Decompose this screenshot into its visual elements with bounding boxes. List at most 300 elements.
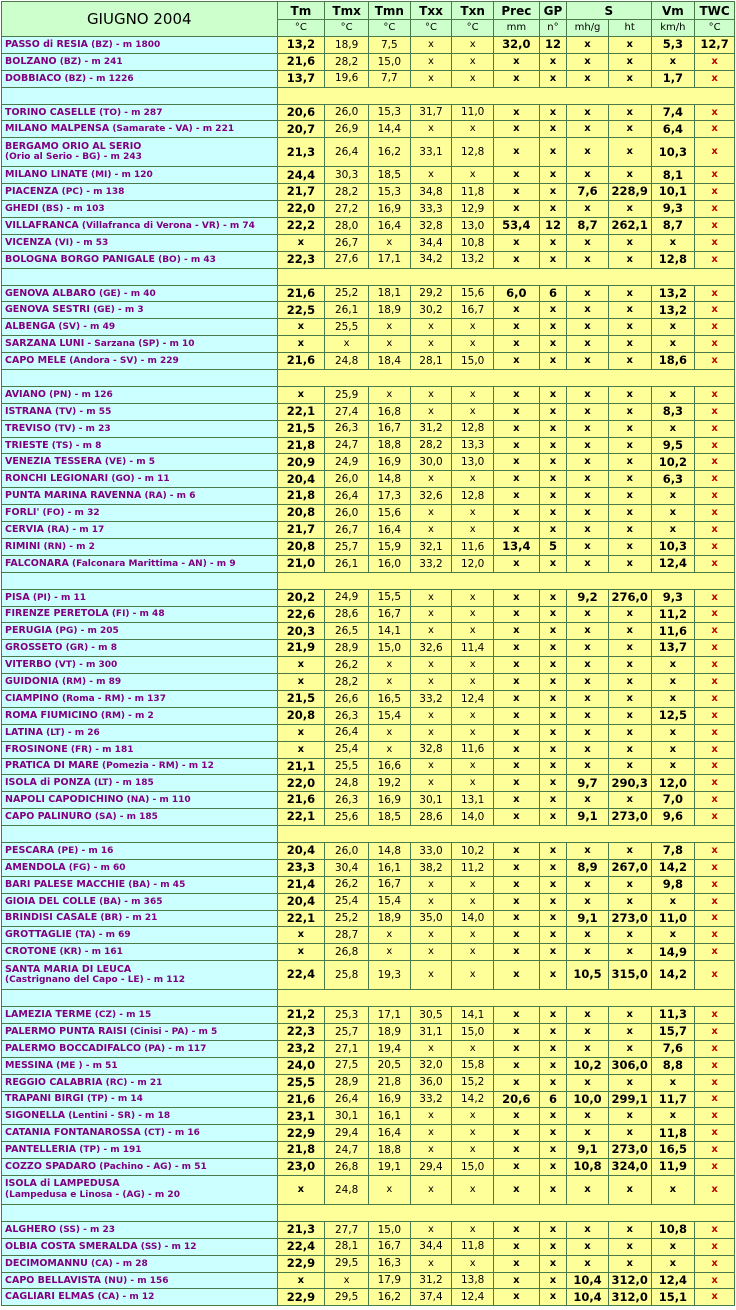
value-cell: 15,3 <box>368 104 410 121</box>
value-cell: x <box>452 336 494 353</box>
table-row <box>2 927 735 944</box>
value-cell: x <box>695 1040 735 1057</box>
value-cell: 36,0 <box>410 1074 452 1091</box>
value-cell: 29,4 <box>410 1159 452 1176</box>
table-row <box>2 1125 735 1142</box>
value-cell: x <box>651 690 695 707</box>
value-cell: 273,0 <box>608 809 651 826</box>
value-cell: x <box>695 775 735 792</box>
value-cell: x <box>494 657 540 674</box>
value-cell: 22,3 <box>277 251 325 268</box>
station-name: FALCONARA <box>5 557 69 569</box>
station-name: GIOIA DEL COLLE <box>5 895 96 907</box>
value-cell: 21,6 <box>277 53 325 70</box>
value-cell: x <box>539 251 566 268</box>
value-cell: 30,4 <box>325 859 369 876</box>
station-location: (Andora - SV) - m 229 <box>66 356 179 367</box>
value-cell: 37,4 <box>410 1289 452 1306</box>
value-cell: x <box>695 640 735 657</box>
value-cell: x <box>494 1108 540 1125</box>
value-cell: x <box>695 70 735 87</box>
header-prec: Prec <box>494 2 540 20</box>
value-cell: x <box>494 927 540 944</box>
station-name: PIACENZA <box>5 186 59 198</box>
value-cell: x <box>368 944 410 961</box>
value-cell: x <box>695 53 735 70</box>
value-cell: x <box>651 927 695 944</box>
table-row <box>2 859 735 876</box>
table-row <box>2 386 735 403</box>
value-cell: 16,6 <box>368 758 410 775</box>
station-name: DOBBIACO <box>5 72 62 84</box>
station-name-cell <box>2 657 278 674</box>
value-cell: 15,0 <box>368 640 410 657</box>
table-row <box>2 37 735 54</box>
value-cell: x <box>539 809 566 826</box>
value-cell: x <box>410 893 452 910</box>
value-cell: 18,9 <box>368 302 410 319</box>
value-cell: x <box>494 522 540 539</box>
value-cell: 13,2 <box>651 285 695 302</box>
value-cell: x <box>539 1142 566 1159</box>
station-name: PERUGIA <box>5 625 53 637</box>
value-cell: x <box>494 741 540 758</box>
value-cell: 10,2 <box>452 842 494 859</box>
value-cell: 9,8 <box>651 876 695 893</box>
station-location: (KR) - m 161 <box>56 947 123 958</box>
value-cell: 16,7 <box>368 606 410 623</box>
value-cell: 34,2 <box>410 251 452 268</box>
value-cell: 32,1 <box>410 538 452 555</box>
value-cell: x <box>567 353 609 370</box>
value-cell: 20,3 <box>277 623 325 640</box>
value-cell: 25,4 <box>325 741 369 758</box>
value-cell: 22,9 <box>277 1255 325 1272</box>
value-cell: 21,8 <box>277 488 325 505</box>
value-cell: 11,2 <box>651 606 695 623</box>
table-row <box>2 319 735 336</box>
value-cell: x <box>452 319 494 336</box>
value-cell: 16,4 <box>368 1125 410 1142</box>
value-cell: 32,6 <box>410 488 452 505</box>
value-cell: x <box>651 1074 695 1091</box>
table-row <box>2 420 735 437</box>
value-cell: x <box>539 606 566 623</box>
value-cell: x <box>695 201 735 218</box>
value-cell: 32,0 <box>410 1057 452 1074</box>
value-cell: 14,2 <box>651 961 695 990</box>
value-cell: x <box>410 37 452 54</box>
value-cell: x <box>494 1272 540 1289</box>
value-cell: x <box>539 589 566 606</box>
value-cell: 29,2 <box>410 285 452 302</box>
value-cell: x <box>539 138 566 167</box>
value-cell: 20,2 <box>277 589 325 606</box>
value-cell: x <box>567 758 609 775</box>
station-name: ISTRANA <box>5 405 52 417</box>
value-cell: x <box>651 724 695 741</box>
value-cell: 10,2 <box>567 1057 609 1074</box>
value-cell: x <box>494 623 540 640</box>
value-cell: 28,6 <box>325 606 369 623</box>
table-row <box>2 1074 735 1091</box>
value-cell: x <box>539 70 566 87</box>
station-location: (TO) - m 287 <box>96 107 163 118</box>
station-name-cell <box>2 104 278 121</box>
value-cell: x <box>539 724 566 741</box>
value-cell: 16,9 <box>368 201 410 218</box>
value-cell: x <box>695 1023 735 1040</box>
spacer-row <box>2 268 735 285</box>
value-cell: x <box>651 758 695 775</box>
value-cell: x <box>608 234 651 251</box>
station-name: VENEZIA TESSERA <box>5 456 102 468</box>
value-cell: x <box>452 1255 494 1272</box>
value-cell: 28,9 <box>325 640 369 657</box>
station-name: SARZANA LUNI <box>5 338 85 350</box>
value-cell: x <box>695 420 735 437</box>
value-cell: 25,4 <box>325 893 369 910</box>
value-cell: 10,3 <box>651 138 695 167</box>
value-cell: x <box>608 1007 651 1024</box>
value-cell: x <box>452 623 494 640</box>
value-cell: x <box>567 1040 609 1057</box>
value-cell: 13,2 <box>452 251 494 268</box>
value-cell: 11,2 <box>452 859 494 876</box>
value-cell: 12,7 <box>695 37 735 54</box>
value-cell: 23,0 <box>277 1159 325 1176</box>
station-name-cell <box>2 319 278 336</box>
station-name: GHEDI <box>5 203 39 215</box>
value-cell: x <box>608 741 651 758</box>
value-cell: 32,0 <box>494 37 540 54</box>
value-cell: x <box>539 555 566 572</box>
station-name-cell <box>2 285 278 302</box>
value-cell: x <box>539 302 566 319</box>
station-name-cell <box>2 1142 278 1159</box>
value-cell: x <box>567 1255 609 1272</box>
station-location: (Pachino - AG) - m 51 <box>96 1162 207 1173</box>
table-row <box>2 775 735 792</box>
station-name-cell <box>2 1255 278 1272</box>
value-cell: x <box>494 1159 540 1176</box>
value-cell: x <box>410 927 452 944</box>
value-cell: 24,8 <box>325 1176 369 1205</box>
value-cell: 290,3 <box>608 775 651 792</box>
value-cell: 273,0 <box>608 1142 651 1159</box>
value-cell: 12,4 <box>651 1272 695 1289</box>
value-cell: 30,2 <box>410 302 452 319</box>
value-cell: x <box>494 775 540 792</box>
value-cell: x <box>494 505 540 522</box>
value-cell: x <box>608 285 651 302</box>
station-name-cell <box>2 218 278 235</box>
value-cell: x <box>494 555 540 572</box>
table-row <box>2 167 735 184</box>
value-cell: x <box>651 522 695 539</box>
value-cell: x <box>410 876 452 893</box>
unit-s-mhg: mh/g <box>567 20 609 37</box>
value-cell: x <box>494 184 540 201</box>
value-cell: x <box>452 589 494 606</box>
value-cell: x <box>452 1125 494 1142</box>
value-cell: x <box>494 386 540 403</box>
value-cell: x <box>567 285 609 302</box>
value-cell: 26,0 <box>325 842 369 859</box>
value-cell: 9,1 <box>567 910 609 927</box>
station-location: (PI) - m 11 <box>29 592 87 603</box>
value-cell: x <box>494 251 540 268</box>
value-cell: x <box>494 1074 540 1091</box>
value-cell: 33,2 <box>410 1091 452 1108</box>
station-name-cell <box>2 70 278 87</box>
station-name: SIGONELLA <box>5 1110 66 1122</box>
station-name: BRINDISI CASALE <box>5 912 98 924</box>
value-cell: x <box>651 1255 695 1272</box>
station-name-cell <box>2 1238 278 1255</box>
table-row <box>2 758 735 775</box>
value-cell: 28,7 <box>325 927 369 944</box>
value-cell: x <box>452 674 494 691</box>
value-cell: 21,9 <box>277 640 325 657</box>
value-cell: 26,8 <box>325 1159 369 1176</box>
spacer-cell <box>277 268 735 285</box>
value-cell: 21,4 <box>277 876 325 893</box>
value-cell: x <box>695 251 735 268</box>
value-cell: 25,2 <box>325 285 369 302</box>
value-cell: x <box>608 505 651 522</box>
station-name-cell <box>2 809 278 826</box>
value-cell: 18,4 <box>368 353 410 370</box>
value-cell: x <box>452 961 494 990</box>
value-cell: 16,7 <box>368 876 410 893</box>
value-cell: x <box>539 1023 566 1040</box>
value-cell: 15,6 <box>368 505 410 522</box>
value-cell: x <box>410 336 452 353</box>
value-cell: 10,5 <box>567 961 609 990</box>
value-cell: x <box>695 285 735 302</box>
value-cell: 26,4 <box>325 1091 369 1108</box>
value-cell: 21,5 <box>277 690 325 707</box>
station-name-cell <box>2 1074 278 1091</box>
table-row <box>2 944 735 961</box>
station-name: BOLZANO <box>5 55 57 67</box>
station-name: SANTA MARIA DI LEUCA <box>5 963 132 975</box>
spacer-row <box>2 1205 735 1222</box>
value-cell: 6,4 <box>651 121 695 138</box>
value-cell: x <box>410 606 452 623</box>
table-row <box>2 1176 735 1205</box>
station-name-cell <box>2 403 278 420</box>
value-cell: 12,9 <box>452 201 494 218</box>
station-location: (BR) - m 21 <box>97 913 158 924</box>
value-cell: x <box>452 927 494 944</box>
station-name-cell <box>2 1221 278 1238</box>
value-cell: 7,8 <box>651 842 695 859</box>
table-row <box>2 809 735 826</box>
station-location: (Lentini - SR) - m 18 <box>65 1111 171 1122</box>
station-name: CAGLIARI ELMAS <box>5 1291 95 1303</box>
value-cell: x <box>452 53 494 70</box>
value-cell: x <box>452 707 494 724</box>
station-name-cell <box>2 336 278 353</box>
table-row <box>2 1057 735 1074</box>
value-cell: 21,8 <box>277 437 325 454</box>
value-cell: 20,4 <box>277 471 325 488</box>
station-name-cell <box>2 1108 278 1125</box>
value-cell: 11,8 <box>452 184 494 201</box>
station-name-cell <box>2 1057 278 1074</box>
station-location: (GE) - m 3 <box>89 305 144 316</box>
value-cell: 24,9 <box>325 454 369 471</box>
table-row <box>2 1091 735 1108</box>
value-cell: 21,3 <box>277 1221 325 1238</box>
value-cell: x <box>494 724 540 741</box>
value-cell: x <box>608 53 651 70</box>
value-cell: x <box>567 640 609 657</box>
value-cell: x <box>695 471 735 488</box>
value-cell: 53,4 <box>494 218 540 235</box>
value-cell: 31,2 <box>410 420 452 437</box>
value-cell: 33,1 <box>410 138 452 167</box>
value-cell: x <box>608 353 651 370</box>
station-location: (PA) - m 117 <box>141 1043 207 1054</box>
value-cell: x <box>494 674 540 691</box>
station-name-cell <box>2 1007 278 1024</box>
value-cell: 26,5 <box>325 623 369 640</box>
spacer-row <box>2 826 735 843</box>
value-cell: x <box>608 657 651 674</box>
value-cell: x <box>277 336 325 353</box>
value-cell: 21,7 <box>277 184 325 201</box>
station-name: BERGAMO ORIO AL SERIO <box>5 140 142 152</box>
station-location: (LT) - m 26 <box>43 727 100 738</box>
value-cell: x <box>608 758 651 775</box>
station-name: CROTONE <box>5 946 57 958</box>
value-cell: x <box>567 690 609 707</box>
value-cell: x <box>452 386 494 403</box>
header-twc: TWC <box>695 2 735 20</box>
value-cell: x <box>494 842 540 859</box>
value-cell: x <box>494 471 540 488</box>
value-cell: 6,3 <box>651 471 695 488</box>
value-cell: x <box>539 674 566 691</box>
value-cell: 312,0 <box>608 1272 651 1289</box>
station-location: (RA) - m 17 <box>44 524 105 535</box>
value-cell: x <box>651 1238 695 1255</box>
spacer-cell <box>277 990 735 1007</box>
station-name: FROSINONE <box>5 743 68 755</box>
station-location: (VI) - m 53 <box>51 237 109 248</box>
value-cell: 22,0 <box>277 775 325 792</box>
value-cell: 25,8 <box>325 961 369 990</box>
station-name-cell <box>2 386 278 403</box>
value-cell: x <box>494 640 540 657</box>
station-name-cell <box>2 927 278 944</box>
value-cell: 8,7 <box>567 218 609 235</box>
value-cell: 16,5 <box>368 690 410 707</box>
station-name-cell <box>2 876 278 893</box>
table-row <box>2 336 735 353</box>
value-cell: 32,6 <box>410 640 452 657</box>
table-row <box>2 1040 735 1057</box>
spacer-cell <box>2 268 278 285</box>
value-cell: x <box>368 724 410 741</box>
station-location: (GE) - m 40 <box>95 288 156 299</box>
value-cell: x <box>567 707 609 724</box>
table-row <box>2 70 735 87</box>
table-row <box>2 53 735 70</box>
value-cell: 28,9 <box>325 1074 369 1091</box>
spacer-row <box>2 370 735 387</box>
value-cell: x <box>494 437 540 454</box>
value-cell: x <box>494 167 540 184</box>
value-cell: x <box>410 657 452 674</box>
station-name: PASSO di RESIA <box>5 38 88 50</box>
value-cell: 16,7 <box>368 1238 410 1255</box>
station-name-cell <box>2 589 278 606</box>
value-cell: x <box>494 1142 540 1159</box>
value-cell: 26,9 <box>325 121 369 138</box>
value-cell: x <box>608 201 651 218</box>
station-name-cell <box>2 1159 278 1176</box>
value-cell: x <box>494 201 540 218</box>
station-location: (FO) - m 32 <box>39 508 100 519</box>
value-cell: x <box>567 1238 609 1255</box>
value-cell: x <box>410 70 452 87</box>
value-cell: x <box>695 1176 735 1205</box>
table-row <box>2 184 735 201</box>
value-cell: 28,1 <box>325 1238 369 1255</box>
value-cell: x <box>410 623 452 640</box>
value-cell: 15,0 <box>452 1023 494 1040</box>
value-cell: 28,1 <box>410 353 452 370</box>
value-cell: x <box>608 1125 651 1142</box>
station-name: AVIANO <box>5 388 46 400</box>
value-cell: 26,6 <box>325 690 369 707</box>
value-cell: x <box>277 386 325 403</box>
station-name-cell <box>2 758 278 775</box>
station-name-cell <box>2 893 278 910</box>
value-cell: x <box>539 1255 566 1272</box>
value-cell: x <box>368 319 410 336</box>
table-row <box>2 121 735 138</box>
value-cell: x <box>494 1007 540 1024</box>
value-cell: x <box>695 1007 735 1024</box>
station-name-cell <box>2 353 278 370</box>
value-cell: x <box>608 1108 651 1125</box>
value-cell: 32,8 <box>410 218 452 235</box>
value-cell: 22,5 <box>277 302 325 319</box>
station-name-cell <box>2 690 278 707</box>
value-cell: 12,5 <box>651 707 695 724</box>
value-cell: x <box>651 386 695 403</box>
station-name-cell <box>2 167 278 184</box>
value-cell: 24,8 <box>325 353 369 370</box>
station-name-cell <box>2 1125 278 1142</box>
value-cell: x <box>410 53 452 70</box>
value-cell: 29,5 <box>325 1255 369 1272</box>
value-cell: x <box>695 944 735 961</box>
value-cell: 33,2 <box>410 690 452 707</box>
station-name-cell <box>2 606 278 623</box>
value-cell: 20,5 <box>368 1057 410 1074</box>
value-cell: x <box>695 690 735 707</box>
value-cell: 31,2 <box>410 1272 452 1289</box>
value-cell: x <box>695 437 735 454</box>
value-cell: x <box>695 623 735 640</box>
value-cell: x <box>539 1057 566 1074</box>
